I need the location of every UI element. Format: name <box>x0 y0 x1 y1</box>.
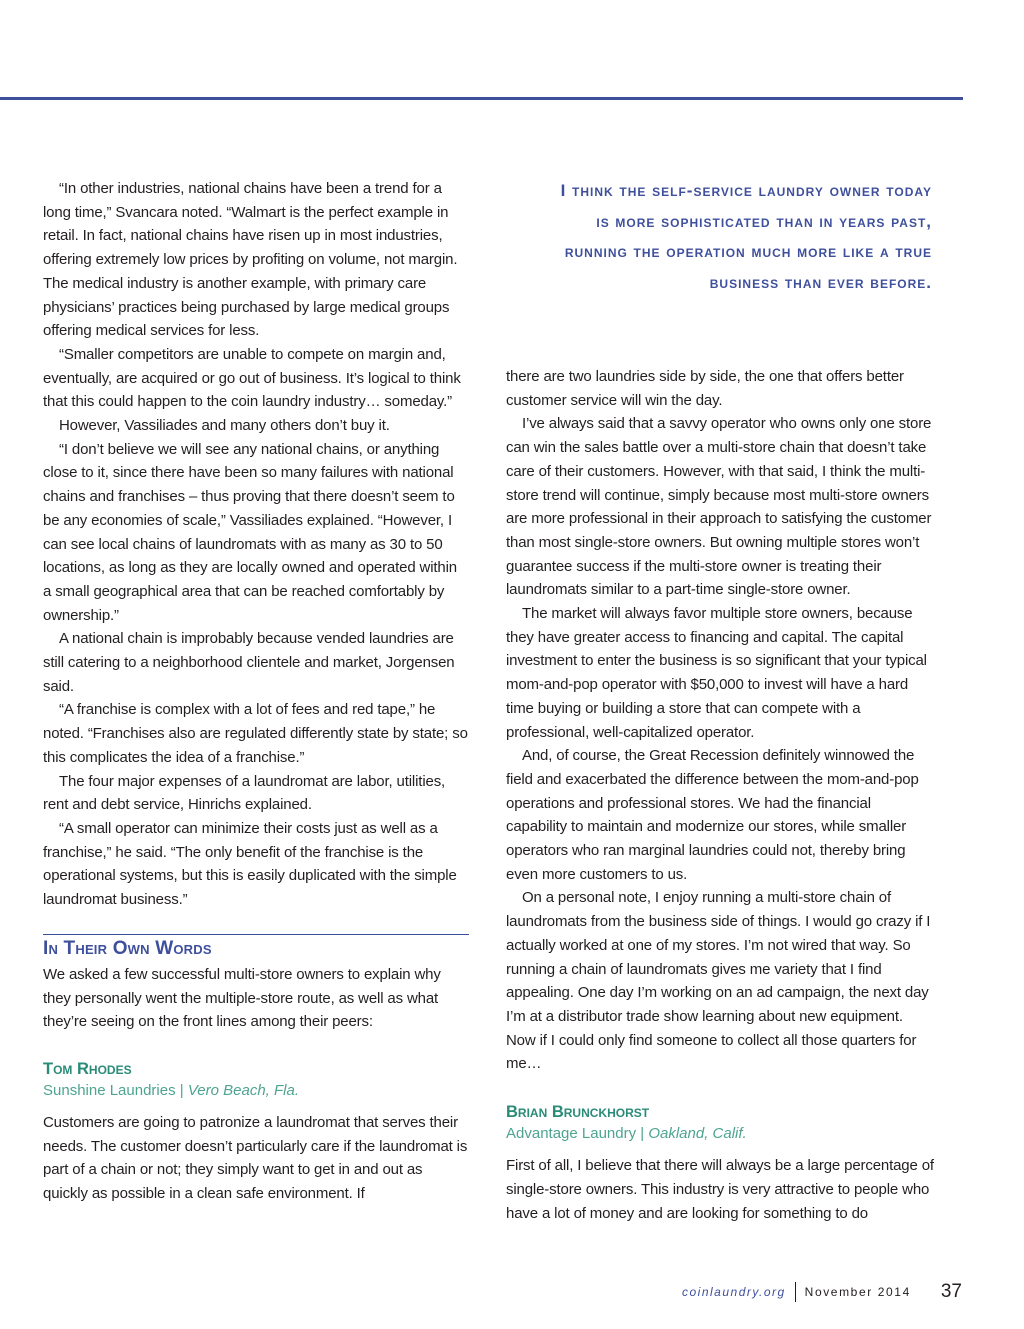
footer-site-link[interactable]: coinlaundry.org <box>682 1285 786 1299</box>
body-paragraph: Customers are going to patronize a laundromat that serves their needs. The customer doesn’t particularly care if the laundromat is part of a chain or not; they simply want to get in and out as quickly as possible in a clean safe environment. If <box>43 1113 468 1203</box>
footer-separator <box>795 1282 796 1302</box>
company-city: Vero Beach, Fla. <box>187 1081 300 1099</box>
company-name: Sunshine Laundries | <box>43 1081 188 1099</box>
body-paragraph: The market will always favor multiple store owners, because they have greater access to financing and capital. The capital investment to enter the business is so significant that your typical mom-and-pop operator with $50,000 to invest will have a hard time buying or building a store that can compete with a professional, well-capitalized operator. <box>506 605 927 741</box>
page-number: 37 <box>940 1281 962 1302</box>
person-name: Tom Rhodes <box>43 1059 132 1078</box>
section-intro: We asked a few successful multi-store owners to explain why they personally went the multiple-store route, as well as what they’re seeing on the front lines among their peers: <box>43 965 441 1031</box>
body-paragraph: “I don’t believe we will see any national chains, or anything close to it, since there have been so many failures with national chains and franchises – thus proving that there doesn’t seem to be any economies of scale,” Vassiliades explained. “However, I can see local chains of laundromats with as many as 30 to 50 locations, as long as they are locally owned and operated within a small geographical area that can be reached comfortably by ownership.” <box>43 440 457 624</box>
header-rule <box>0 97 963 100</box>
body-paragraph: First of all, I believe that there will always be a large percentage of single-store owners. This industry is very attractive to people who have a lot of money and are looking for something to do <box>506 1157 934 1222</box>
body-paragraph: I’ve always said that a savvy operator who owns only one store can win the sales battle over a multi-store chain that doesn’t take care of their customers. However, with that said, I think the multi-store trend will continue, simply because most multi-store owners are more professional in their approach to satisfying the customer than most single-store owners. But owning multiple stores won’t guarantee success if the multi-store owner is treating their laundromats similar to a part-time single-store owner. <box>506 415 932 599</box>
body-paragraph: On a personal note, I enjoy running a multi-store chain of laundromats from the business side of things. I would go crazy if I actually worked at one of my stores. I’m not wired that way. So running a chain of laundromats gives me variety that I find appealing. One day I’m working on an ad campaign, the next day I’m at a distributor trade show learning about new equipment. Now if I could only find someone to collect all those quarters for me… <box>506 889 931 1073</box>
person-name: Brian Brunckhorst <box>506 1103 650 1122</box>
company-city: Oakland, Calif. <box>648 1125 747 1143</box>
body-paragraph: “A franchise is complex with a lot of fees and red tape,” he noted. “Franchises also are regulated differently state by state; so this complicates the idea of a franchise.” <box>43 701 468 766</box>
body-paragraph: “In other industries, national chains have been a trend for a long time,” Svancara noted. “Walmart is the perfect example in retail. In fact, national chains have risen up in most industries, offering extremely low prices by profiting on volume, not margin. The medical industry is another example, with primary care physicians’ practices being purchased by large medical groups offering medical services for less. <box>43 180 458 340</box>
page-footer <box>682 1280 962 1304</box>
company-name: Advantage Laundry | <box>506 1125 649 1143</box>
right-column <box>506 365 934 1225</box>
footer-date: November 2014 <box>804 1285 911 1299</box>
body-paragraph: A national chain is improbably because vended laundries are still catering to a neighborhood clientele and market, Jorgensen said. <box>43 630 455 695</box>
body-paragraph: there are two laundries side by side, the one that offers better customer service will win the day. <box>506 368 904 409</box>
body-paragraph: However, Vassiliades and many others don’t buy it. <box>59 417 390 435</box>
body-paragraph: “Smaller competitors are unable to compete on margin and, eventually, are acquired or go out of business. It’s logical to think that this could happen to the coin laundry industry… someday.” <box>43 345 461 411</box>
body-paragraph: “A small operator can minimize their costs just as well as a franchise,” he said. “The only benefit of the franchise is the operational systems, but this is easily duplicated with the simple laundromat business.” <box>43 819 457 909</box>
section-divider <box>43 934 469 935</box>
pull-quote: I think the self-service laundry owner today is more sophisticated than in years past, running the operation much more like a true business than ever before. <box>560 181 932 292</box>
section-heading: In Their Own Words <box>43 937 212 959</box>
person-affiliation <box>506 1123 934 1145</box>
left-column <box>43 177 469 1206</box>
body-paragraph: And, of course, the Great Recession definitely winnowed the field and exacerbated the difference between the mom-and-pop operations and professional stores. We had the financial capability to maintain and modernize our stores, while smaller operators who ran marginal laundries could not, thereby bring even more customers to us. <box>506 747 919 883</box>
body-paragraph: The four major expenses of a laundromat are labor, utilities, rent and debt service, Hinrichs explained. <box>43 772 446 814</box>
person-affiliation <box>43 1080 469 1102</box>
